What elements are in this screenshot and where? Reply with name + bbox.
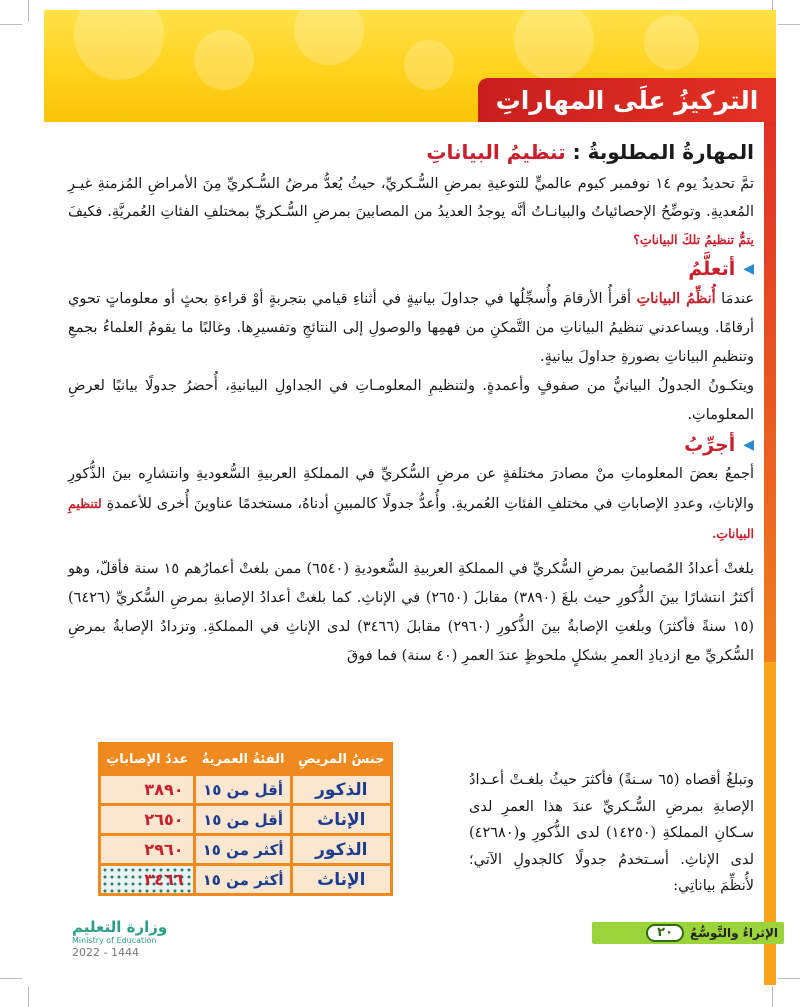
table-cell-age: أكثر من ١٥ [195,835,291,865]
skill-prefix: المهارةُ المطلوبةُ : [572,140,754,164]
decorative-bubble [644,15,699,70]
decorative-bubble [294,10,364,65]
table-cell-age: أقل من ١٥ [195,805,291,835]
intro-question: يتمُّ تنظيمُ تلكَ البياناتِ؟ [633,232,754,247]
try-heading-label: أجرِّبُ [684,434,736,456]
learn-heading [68,258,754,280]
footer-section-label: الإثراءُ والتَّوسُّعُ [690,926,778,940]
learn-paragraph-1 [68,284,754,372]
table-row [100,865,392,895]
table-header-cell: عددُ الإصاباتِ [100,744,195,775]
wrapped-text-block [469,767,754,900]
table-cell-count: ٣٨٩٠ [100,775,195,805]
table-cell-gender: الإناث [291,805,391,835]
decorative-bubble [74,10,164,80]
ministry-name-en: Ministry of Education [72,936,157,945]
crop-mark [772,986,773,1007]
table-row [100,805,392,835]
page-title: التركيزُ علَى المهاراتِ [495,85,759,115]
skill-name: تنظيمُ البياناتِ [426,140,566,164]
ministry-name-ar: وزارة التعليم [72,918,168,936]
learn-p1-start: عندمَا [715,291,754,307]
learn-p1-highlight: أُنظِّمُ البياناتِ [636,290,716,307]
table-cell-gender: الذكور [291,835,391,865]
table-row [100,835,392,865]
edition-year: 2022 - 1444 [72,946,139,959]
table-header-row [100,744,392,775]
play-arrow-icon: ◀ [743,437,754,453]
intro-paragraph [68,170,754,254]
ministry-logo [72,918,167,959]
learn-p1-rest: أقرأُ الأرقامَ وأُسجِّلُها في جداولَ بيانيةٍ في أثناءِ قيامي بتجربةٍ أوْ قراءةِ بحثٍ أو معلوماتٍ تحوي أرقامًا. ويساعدني تنظيمُ البياناتِ من التَّمكنِ من فهمِها والوصولِ إلى النتائجِ وتفسيرِها. وغالبًا ما يقومُ العلماءُ بجمعِ وتنظيمِ البياناتِ بصورةِ جداولَ بيانيةٍ. [68,291,754,365]
crop-mark [0,24,22,25]
learn-paragraph-2: ويتكـونُ الجدولُ البيانيُّ من صفوفٍ وأعمدةٍ. ولتنظيمِ المعلومـاتِ في الجداولِ البيانيةِ، أُحضرُ جدولًا بيانيًا لعرضِ المعلوماتِ. [68,378,754,423]
table-header-cell: جنسُ المريضِ [291,744,391,775]
footer-section-bar [592,922,784,944]
page-edge-accent [764,122,776,662]
decorative-bubble [404,40,454,90]
table-cell-age: أكثر من ١٥ [195,865,291,895]
try-paragraph-2: بلغتْ أعدادُ المُصابينَ بمرضِ السُّكريِّ في المملكةِ العربيةِ السُّعوديةِ (٦٥٤٠) ممن بلغتْ أعمارُهم ١٥ سنة فأقلّ، وهو أكثرُ انتشارًا بينَ الذُّكورِ حيث بلغَ (٣٨٩٠) مقابلَ (٢٦٥٠) في الإناثِ. كما بلغتْ أعدادُ الإصابةِ بمرضِ السُّكريِّ (٦٤٢٦) (١٥ سنةً فأكثرَ) وبلغتِ الإصابةُ بينَ الذُّكورِ (٢٩٦٠) مقابلَ (٣٤٦٦) لدى الإناثِ في المملكةِ. وتزدادُ الإصابةُ بمرضِ السُّكريِّ مع ازديادِ العمرِ بشكلٍ ملحوظٍ عندَ العمرِ (٤٠ سنة) فما فوقَ [68,561,754,664]
textbook-page [44,10,776,985]
table-cell-gender: الإناث [291,865,391,895]
main-content [68,122,754,671]
crop-mark [28,986,29,1007]
table-cell-count: ٢٦٥٠ [100,805,195,835]
decorative-bubble [514,10,594,80]
page-title-strip [478,78,776,122]
table-cell-age: أقل من ١٥ [195,775,291,805]
crop-mark [28,0,29,22]
header-banner [44,10,776,122]
page-number: ٢٠ [646,924,684,942]
diabetes-data-table [98,742,393,896]
try-paragraph-3: وتبلغُ أقصاه (٦٥ سـنةً) فأكثرَ حيثُ بلغـتْ أعـدادُ الإصابةِ بمرضِ السُّـكريِّ عندَ هذا العمرِ لدى سـكانِ المملكةِ (١٤٢٥٠) لدى الذُّكورِ و(٤٢٦٨٠) لدى الإناثِ. أسـتخدمُ جدولًا كالجدولِ الآتي؛ لأُنظِّمَ بياناتِي: [469,772,755,894]
try-paragraph-1 [68,460,754,549]
crop-mark [0,978,22,979]
table-row [100,775,392,805]
intro-text: تمَّ تحديدُ يوم ١٤ نوفمبر كيوم عالميٍّ للتوعيةِ بمرضِ السُّـكريِّ، حيثُ يُعدُّ مرضُ السُّـكريِّ مِنَ الأمراضِ المُزمنةِ غيـرِ المُعديةِ. وتوضِّحُ الإحصائياتُ والبيانـاتُ أنَّه يوجدُ العديدُ من المصابينَ بمرضِ السُّـكريِّ بمختلفِ الفئاتِ العُمريَّةِ. فكيفَ [68,176,754,220]
try-p1-tail: لتنظيمِ البياناتِ. [68,496,754,541]
table-cell-count: ٣٤٦٦ [100,865,195,895]
play-arrow-icon: ◀ [743,261,754,277]
table-header-cell: الفئةُ العمريةُ [195,744,291,775]
try-p1-text: أجمعُ بعضَ المعلوماتِ منْ مصادرَ مختلفةٍ عن مرضِ السُّكريِّ في المملكةِ العربيةِ السُّعوديةِ وانتشارِه بينَ الذُّكورِ والإناثِ، وعددِ الإصاباتِ في مختلفِ الفئاتِ العُمريةِ. وأُعدُّ جدولًا كالمبينِ أدناهُ، مستخدمًا عناوينَ أُخرى للأعمدةِ [68,466,754,512]
skill-heading [68,140,754,164]
table-cell-count: ٢٩٦٠ [100,835,195,865]
decorative-bubble [194,30,254,90]
crop-mark [778,24,800,25]
table-cell-gender: الذكور [291,775,391,805]
crop-mark [778,978,800,979]
try-heading [68,434,754,456]
learn-heading-label: أتعلَّمُ [688,258,736,280]
